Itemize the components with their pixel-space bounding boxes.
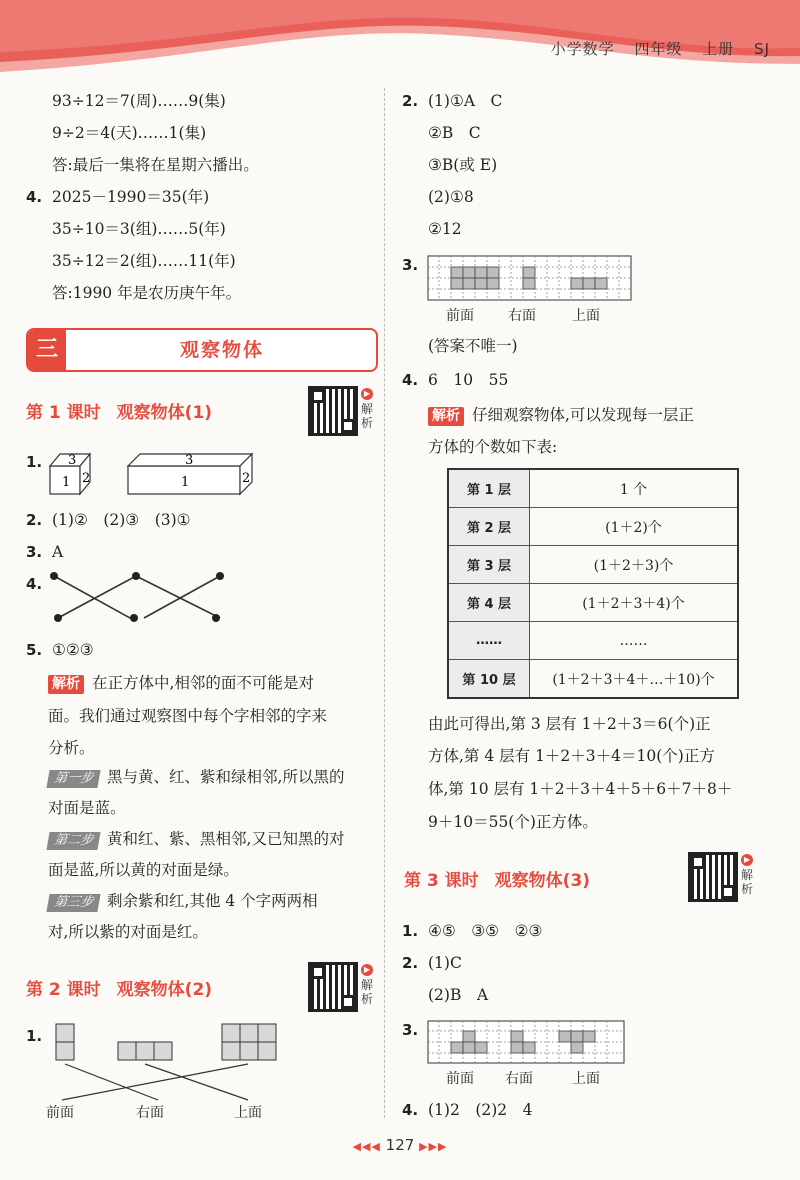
layer-cell: 第 1 层 xyxy=(448,469,530,508)
l1-q5-answer: ①②③ xyxy=(52,641,94,659)
views-matching-figure xyxy=(40,1020,290,1102)
play-icon: ▶ xyxy=(361,964,373,976)
question-number: 4. xyxy=(402,1101,419,1119)
conclusion-line: 方体,第 4 层有 1＋2＋3＋4＝10(个)正方 xyxy=(428,747,715,765)
table-row xyxy=(448,469,738,508)
step-text: 剩余紫和红,其他 4 个字两两相 xyxy=(107,892,318,910)
left-q3-line: 9÷2＝4(天)……1(集) xyxy=(52,124,207,142)
right-arrows-icon: ▶▶▶ xyxy=(419,1140,448,1153)
analysis-tag: 解析 xyxy=(48,675,84,694)
column-divider xyxy=(384,88,385,1118)
table-row xyxy=(448,546,738,584)
r-q2-line: ③B(或 E) xyxy=(428,156,498,174)
header-edition: SJ xyxy=(754,40,770,58)
step-line: 对面是蓝。 xyxy=(48,799,126,817)
analysis-line: 面。我们通过观察图中每个字相邻的字来 xyxy=(48,707,328,725)
view-label: 前面 xyxy=(446,308,474,324)
r-q2-line: ②12 xyxy=(428,220,462,238)
l1-q3-answer: A xyxy=(52,543,64,561)
page-footer xyxy=(0,1136,800,1154)
view-label: 前面 xyxy=(46,1105,74,1121)
grid-views-figure xyxy=(427,1020,627,1066)
qr-code-icon[interactable] xyxy=(308,386,358,436)
step-tag: 第二步 xyxy=(46,832,100,850)
unit-heading xyxy=(26,328,378,372)
left-q4-line: 35÷10＝3(组)……5(年) xyxy=(52,220,226,238)
layer-cell: 第 4 层 xyxy=(448,584,530,622)
conclusion-line: 由此可得出,第 3 层有 1＋2＋3＝6(个)正 xyxy=(428,715,711,733)
r-q2-line: (1)①A C xyxy=(428,92,503,110)
lesson-3-heading xyxy=(404,866,590,891)
layer-cell: 第 3 层 xyxy=(448,546,530,584)
count-cell: (1＋2＋3)个 xyxy=(530,546,739,584)
question-number: 4. xyxy=(26,188,43,206)
view-label: 右面 xyxy=(508,308,536,324)
question-number: 1. xyxy=(402,922,419,940)
header-info xyxy=(537,38,770,59)
question-number: 3. xyxy=(26,543,43,561)
analysis-line xyxy=(48,673,314,694)
table-row xyxy=(448,660,738,699)
step-text: 黑与黄、红、紫和绿相邻,所以黑的 xyxy=(107,768,345,786)
l1-q2-answer: (1)② (2)③ (3)① xyxy=(52,511,191,529)
conclusion-line: 9＋10＝55(个)正方体。 xyxy=(428,813,598,831)
matching-lines-figure xyxy=(48,570,238,630)
step-line: 对,所以紫的对面是红。 xyxy=(48,923,208,941)
analysis-line xyxy=(428,405,694,426)
count-cell: 1 个 xyxy=(530,469,739,508)
count-cell: (1＋2＋3＋4)个 xyxy=(530,584,739,622)
left-q4-line: 2025－1990＝35(年) xyxy=(52,188,210,206)
lesson-1-heading xyxy=(26,398,212,423)
table-row xyxy=(448,622,738,660)
analysis-tag: 解析 xyxy=(428,407,464,426)
grid-views-figure xyxy=(427,255,633,303)
header-grade: 四年级 xyxy=(634,40,683,58)
view-label: 上面 xyxy=(572,308,600,324)
l3-q2-line: (2)B A xyxy=(428,986,489,1004)
layer-cell: 第 10 层 xyxy=(448,660,530,699)
count-cell: (1＋2)个 xyxy=(530,508,739,546)
step-line xyxy=(48,829,344,850)
question-number: 2. xyxy=(402,954,419,972)
question-number: 4. xyxy=(402,371,419,389)
count-cell: …… xyxy=(530,622,739,660)
step-tag: 第一步 xyxy=(46,770,100,788)
question-number: 3. xyxy=(402,1021,419,1039)
qr-label: 解析 xyxy=(361,978,374,1006)
cuboid-figures xyxy=(48,448,258,498)
table-row xyxy=(448,584,738,622)
question-number: 2. xyxy=(26,511,43,529)
lesson-2-heading xyxy=(26,975,212,1000)
lesson-title: 观察物体(3) xyxy=(494,871,591,891)
lesson-label: 第 1 课时 xyxy=(26,403,101,423)
question-number: 3. xyxy=(402,256,419,274)
qr-code-icon[interactable] xyxy=(308,962,358,1012)
analysis-text: 仔细观察物体,可以发现每一层正 xyxy=(472,406,694,424)
view-label: 上面 xyxy=(572,1071,600,1087)
header-volume: 上册 xyxy=(702,40,735,58)
small-cuboid-top: 3 xyxy=(68,453,77,468)
lesson-title: 观察物体(2) xyxy=(116,980,213,1000)
page-number: 127 xyxy=(385,1136,415,1154)
step-line xyxy=(48,891,318,912)
step-line: 面是蓝,所以黄的对面是绿。 xyxy=(48,861,239,879)
answer-note: (答案不唯一) xyxy=(428,337,518,355)
analysis-line: 方体的个数如下表: xyxy=(428,438,558,456)
question-number: 1. xyxy=(26,453,43,471)
play-icon: ▶ xyxy=(361,388,373,400)
qr-code-icon[interactable] xyxy=(688,852,738,902)
r-q2-line: ②B C xyxy=(428,124,481,142)
question-number: 2. xyxy=(402,92,419,110)
l3-q4-answer: (1)2 (2)2 4 xyxy=(428,1101,533,1119)
unit-title: 观察物体 xyxy=(179,339,264,361)
l3-q2-line: (1)C xyxy=(428,954,462,972)
step-tag: 第三步 xyxy=(46,894,100,912)
question-number: 4. xyxy=(26,575,43,593)
analysis-line: 分析。 xyxy=(48,739,95,757)
small-cuboid-side: 2 xyxy=(82,471,91,486)
left-q4-line: 35÷12＝2(组)……11(年) xyxy=(52,252,236,270)
conclusion-line: 体,第 10 层有 1＋2＋3＋4＋5＋6＋7＋8＋ xyxy=(428,780,733,798)
r-q2-line: (2)①8 xyxy=(428,188,474,206)
qr-label: 解析 xyxy=(741,868,754,896)
layer-cell: 第 2 层 xyxy=(448,508,530,546)
big-cuboid-front: 1 xyxy=(181,475,190,490)
l3-q1-answer: ④⑤ ③⑤ ②③ xyxy=(428,922,543,940)
r-q4-answer: 6 10 55 xyxy=(428,371,509,389)
small-cuboid-front: 1 xyxy=(62,475,71,490)
layer-table xyxy=(447,468,739,699)
qr-analysis-tag[interactable] xyxy=(361,964,375,1006)
big-cuboid-top: 3 xyxy=(185,453,194,468)
unit-number: 三 xyxy=(28,330,66,370)
layer-cell: …… xyxy=(448,622,530,660)
view-label: 前面 xyxy=(446,1071,474,1087)
play-icon: ▶ xyxy=(741,854,753,866)
left-q4-line: 答:1990 年是农历庚午年。 xyxy=(52,284,242,302)
step-line xyxy=(48,767,344,788)
count-cell: (1＋2＋3＋4＋…＋10)个 xyxy=(530,660,739,699)
left-arrows-icon: ◀◀◀ xyxy=(352,1140,381,1153)
view-label: 右面 xyxy=(505,1071,533,1087)
header-subject: 小学数学 xyxy=(550,40,615,58)
qr-label: 解析 xyxy=(361,402,374,430)
big-cuboid-side: 2 xyxy=(242,471,251,486)
qr-analysis-tag[interactable] xyxy=(361,388,375,430)
lesson-title: 观察物体(1) xyxy=(116,403,213,423)
qr-analysis-tag[interactable] xyxy=(741,854,755,896)
analysis-text: 在正方体中,相邻的面不可能是对 xyxy=(92,674,314,692)
step-text: 黄和红、紫、黑相邻,又已知黑的对 xyxy=(107,830,345,848)
left-q3-line: 答:最后一集将在星期六播出。 xyxy=(52,156,259,174)
lesson-label: 第 2 课时 xyxy=(26,980,101,1000)
view-label: 右面 xyxy=(136,1105,164,1121)
lesson-label: 第 3 课时 xyxy=(404,871,479,891)
view-label: 上面 xyxy=(234,1105,262,1121)
question-number: 5. xyxy=(26,641,43,659)
question-number: 1. xyxy=(26,1027,43,1045)
left-q3-line: 93÷12＝7(周)……9(集) xyxy=(52,92,226,110)
table-row xyxy=(448,508,738,546)
